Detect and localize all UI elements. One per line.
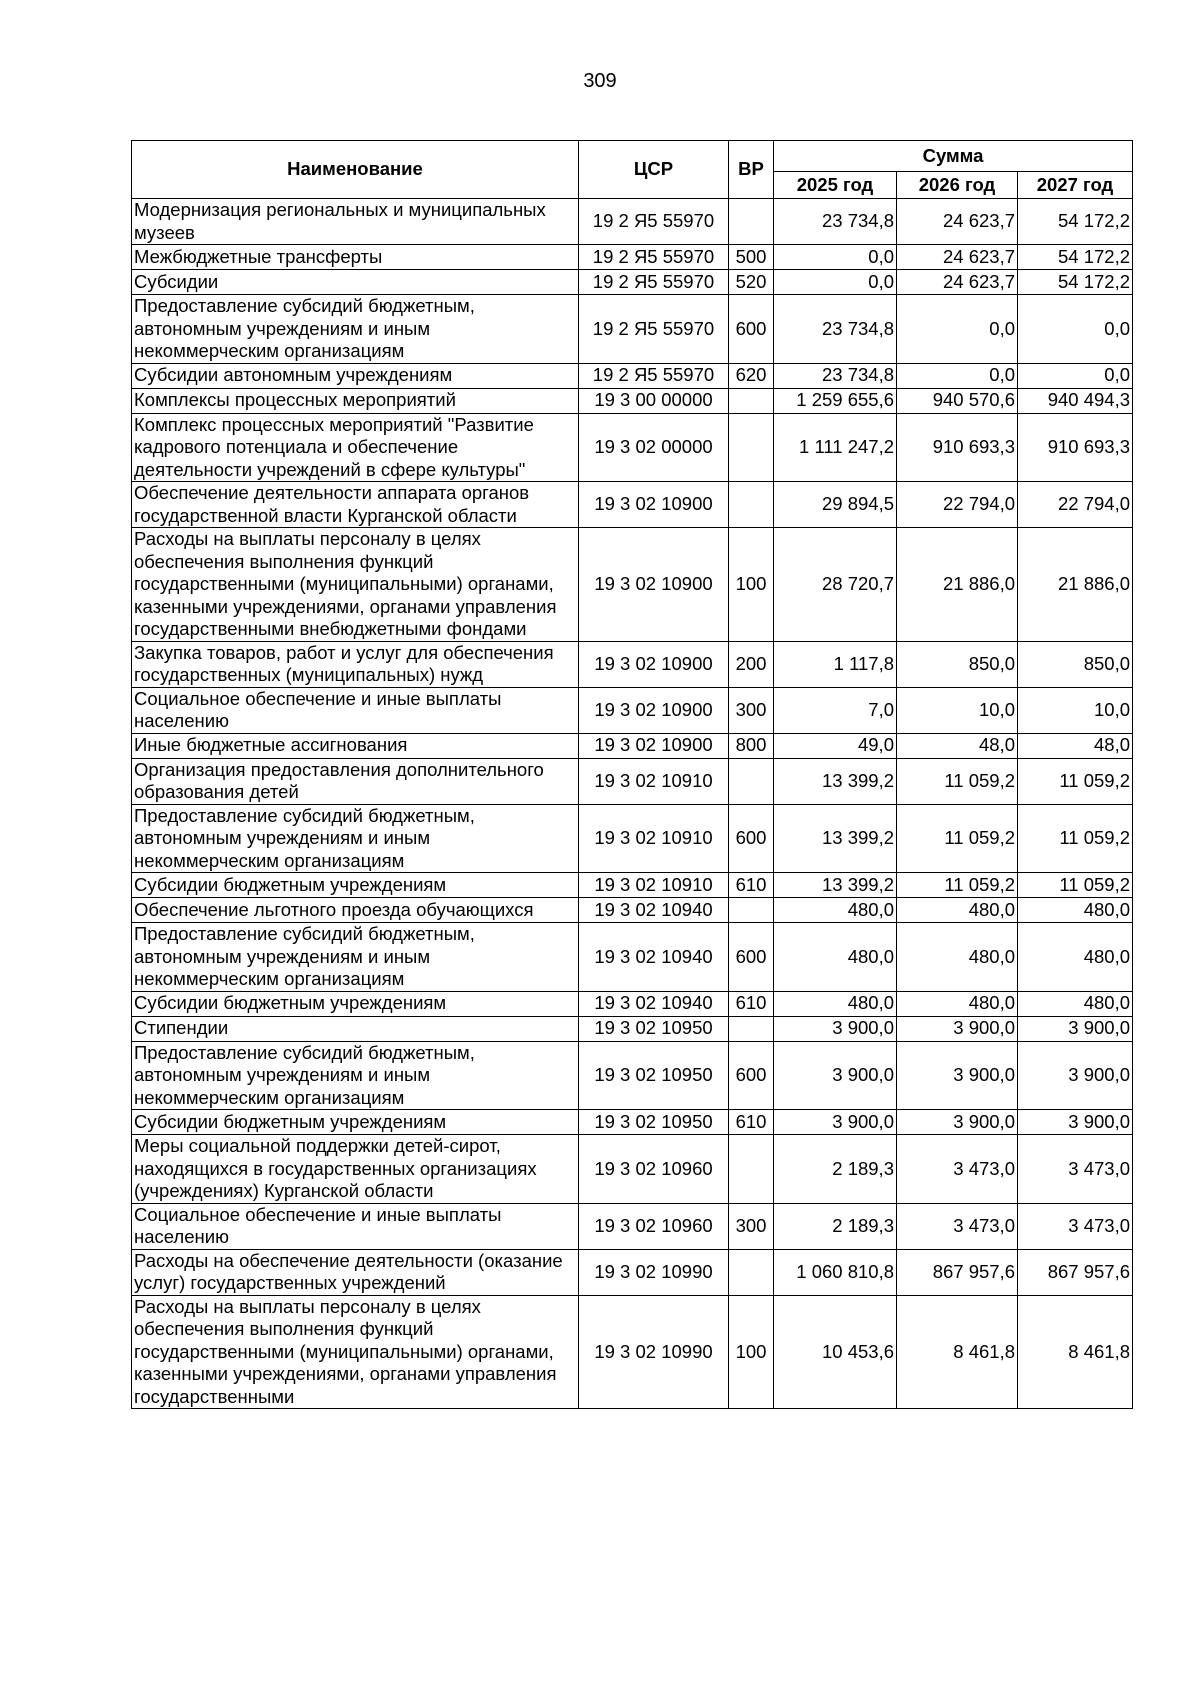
row-amount-2026: 24 623,7 bbox=[897, 245, 1018, 270]
row-csr-code: 19 3 02 10900 bbox=[579, 641, 729, 687]
row-csr-code: 19 3 02 00000 bbox=[579, 413, 729, 482]
row-csr-code: 19 3 02 10910 bbox=[579, 758, 729, 804]
row-name: Расходы на выплаты персоналу в целях обеспечения выполнения функций государственными (муниципальными) органами, казенными учреждениями, органами управления государственными внебюджетными фондами bbox=[132, 528, 579, 642]
row-amount-2025: 29 894,5 bbox=[774, 482, 897, 528]
row-name: Стипендии bbox=[132, 1016, 579, 1041]
row-csr-code: 19 3 02 10900 bbox=[579, 528, 729, 642]
row-amount-2025: 10 453,6 bbox=[774, 1295, 897, 1409]
row-csr-code: 19 3 02 10950 bbox=[579, 1016, 729, 1041]
table-row bbox=[132, 1295, 1133, 1409]
row-vr-code bbox=[729, 199, 774, 245]
row-amount-2027: 0,0 bbox=[1018, 295, 1133, 364]
table-row bbox=[132, 991, 1133, 1016]
row-amount-2027: 10,0 bbox=[1018, 687, 1133, 733]
table-row bbox=[132, 687, 1133, 733]
table-row bbox=[132, 1249, 1133, 1295]
row-amount-2025: 0,0 bbox=[774, 245, 897, 270]
row-csr-code: 19 3 02 10900 bbox=[579, 687, 729, 733]
row-name: Субсидии бюджетным учреждениям bbox=[132, 873, 579, 898]
row-amount-2025: 3 900,0 bbox=[774, 1016, 897, 1041]
row-vr-code bbox=[729, 1135, 774, 1204]
row-amount-2026: 3 473,0 bbox=[897, 1135, 1018, 1204]
row-amount-2025: 1 259 655,6 bbox=[774, 388, 897, 413]
row-amount-2026: 24 623,7 bbox=[897, 270, 1018, 295]
table-row bbox=[132, 1016, 1133, 1041]
row-name: Расходы на выплаты персоналу в целях обеспечения выполнения функций государственными (муниципальными) органами, казенными учреждениями, органами управления государственными bbox=[132, 1295, 579, 1409]
row-amount-2026: 480,0 bbox=[897, 923, 1018, 992]
row-amount-2027: 480,0 bbox=[1018, 991, 1133, 1016]
row-vr-code: 100 bbox=[729, 1295, 774, 1409]
page-number: 309 bbox=[583, 70, 617, 92]
row-amount-2027: 54 172,2 bbox=[1018, 245, 1133, 270]
table-row bbox=[132, 1203, 1133, 1249]
header-vr: ВР bbox=[729, 141, 774, 199]
row-vr-code bbox=[729, 1016, 774, 1041]
table-body bbox=[132, 199, 1133, 1409]
table-row bbox=[132, 758, 1133, 804]
row-amount-2027: 54 172,2 bbox=[1018, 270, 1133, 295]
row-vr-code bbox=[729, 1249, 774, 1295]
row-amount-2027: 3 900,0 bbox=[1018, 1041, 1133, 1110]
row-amount-2027: 3 900,0 bbox=[1018, 1110, 1133, 1135]
row-vr-code: 620 bbox=[729, 363, 774, 388]
row-csr-code: 19 3 02 10900 bbox=[579, 733, 729, 758]
row-amount-2025: 23 734,8 bbox=[774, 295, 897, 364]
row-amount-2025: 3 900,0 bbox=[774, 1110, 897, 1135]
row-csr-code: 19 3 02 10940 bbox=[579, 898, 729, 923]
row-amount-2027: 480,0 bbox=[1018, 898, 1133, 923]
row-amount-2025: 23 734,8 bbox=[774, 363, 897, 388]
table-header bbox=[132, 141, 1133, 199]
row-amount-2026: 3 900,0 bbox=[897, 1110, 1018, 1135]
row-amount-2027: 940 494,3 bbox=[1018, 388, 1133, 413]
row-amount-2025: 23 734,8 bbox=[774, 199, 897, 245]
row-csr-code: 19 3 02 10910 bbox=[579, 804, 729, 873]
row-amount-2027: 8 461,8 bbox=[1018, 1295, 1133, 1409]
row-amount-2026: 867 957,6 bbox=[897, 1249, 1018, 1295]
row-vr-code: 600 bbox=[729, 1041, 774, 1110]
row-csr-code: 19 3 02 10910 bbox=[579, 873, 729, 898]
row-amount-2025: 0,0 bbox=[774, 270, 897, 295]
row-vr-code: 610 bbox=[729, 1110, 774, 1135]
table-row bbox=[132, 1041, 1133, 1110]
row-csr-code: 19 3 02 10960 bbox=[579, 1203, 729, 1249]
row-amount-2026: 8 461,8 bbox=[897, 1295, 1018, 1409]
row-amount-2026: 3 900,0 bbox=[897, 1041, 1018, 1110]
row-amount-2025: 13 399,2 bbox=[774, 804, 897, 873]
row-amount-2026: 3 473,0 bbox=[897, 1203, 1018, 1249]
row-amount-2026: 0,0 bbox=[897, 363, 1018, 388]
row-name: Комплексы процессных мероприятий bbox=[132, 388, 579, 413]
row-amount-2027: 480,0 bbox=[1018, 923, 1133, 992]
row-amount-2027: 11 059,2 bbox=[1018, 758, 1133, 804]
row-vr-code bbox=[729, 482, 774, 528]
row-amount-2027: 54 172,2 bbox=[1018, 199, 1133, 245]
row-vr-code bbox=[729, 758, 774, 804]
row-name: Социальное обеспечение и иные выплаты населению bbox=[132, 687, 579, 733]
row-amount-2027: 22 794,0 bbox=[1018, 482, 1133, 528]
table-row bbox=[132, 1135, 1133, 1204]
row-csr-code: 19 3 02 10990 bbox=[579, 1295, 729, 1409]
row-csr-code: 19 3 02 10940 bbox=[579, 991, 729, 1016]
table-row bbox=[132, 199, 1133, 245]
row-amount-2027: 11 059,2 bbox=[1018, 804, 1133, 873]
row-amount-2027: 910 693,3 bbox=[1018, 413, 1133, 482]
table-row bbox=[132, 923, 1133, 992]
row-amount-2026: 480,0 bbox=[897, 898, 1018, 923]
table-row bbox=[132, 363, 1133, 388]
row-amount-2025: 2 189,3 bbox=[774, 1203, 897, 1249]
row-vr-code: 520 bbox=[729, 270, 774, 295]
row-amount-2026: 21 886,0 bbox=[897, 528, 1018, 642]
row-amount-2026: 480,0 bbox=[897, 991, 1018, 1016]
header-csr: ЦСР bbox=[579, 141, 729, 199]
table-row bbox=[132, 733, 1133, 758]
table-row bbox=[132, 641, 1133, 687]
row-amount-2027: 48,0 bbox=[1018, 733, 1133, 758]
header-year-2025: 2025 год bbox=[774, 172, 897, 199]
row-amount-2027: 11 059,2 bbox=[1018, 873, 1133, 898]
row-csr-code: 19 3 02 10990 bbox=[579, 1249, 729, 1295]
row-vr-code: 200 bbox=[729, 641, 774, 687]
row-vr-code: 610 bbox=[729, 991, 774, 1016]
row-amount-2026: 11 059,2 bbox=[897, 804, 1018, 873]
row-amount-2025: 1 060 810,8 bbox=[774, 1249, 897, 1295]
row-name: Межбюджетные трансферты bbox=[132, 245, 579, 270]
row-name: Меры социальной поддержки детей-сирот, находящихся в государственных организациях (учреждениях) Курганской области bbox=[132, 1135, 579, 1204]
row-amount-2026: 850,0 bbox=[897, 641, 1018, 687]
row-amount-2026: 24 623,7 bbox=[897, 199, 1018, 245]
budget-table bbox=[131, 140, 1133, 1409]
row-amount-2027: 0,0 bbox=[1018, 363, 1133, 388]
table-row bbox=[132, 528, 1133, 642]
row-csr-code: 19 3 02 10950 bbox=[579, 1041, 729, 1110]
row-csr-code: 19 2 Я5 55970 bbox=[579, 245, 729, 270]
row-amount-2025: 7,0 bbox=[774, 687, 897, 733]
header-name: Наименование bbox=[132, 141, 579, 199]
row-amount-2025: 49,0 bbox=[774, 733, 897, 758]
row-csr-code: 19 2 Я5 55970 bbox=[579, 295, 729, 364]
row-name: Социальное обеспечение и иные выплаты населению bbox=[132, 1203, 579, 1249]
row-name: Субсидии бюджетным учреждениям bbox=[132, 991, 579, 1016]
header-sum: Сумма bbox=[774, 141, 1133, 172]
row-vr-code bbox=[729, 388, 774, 413]
row-vr-code: 600 bbox=[729, 295, 774, 364]
row-name: Предоставление субсидий бюджетным, автономным учреждениям и иным некоммерческим организациям bbox=[132, 295, 579, 364]
row-name: Предоставление субсидий бюджетным, автономным учреждениям и иным некоммерческим организациям bbox=[132, 804, 579, 873]
row-csr-code: 19 2 Я5 55970 bbox=[579, 363, 729, 388]
row-amount-2027: 3 473,0 bbox=[1018, 1203, 1133, 1249]
row-vr-code: 600 bbox=[729, 923, 774, 992]
row-vr-code: 600 bbox=[729, 804, 774, 873]
row-name: Субсидии автономным учреждениям bbox=[132, 363, 579, 388]
row-amount-2025: 480,0 bbox=[774, 991, 897, 1016]
row-amount-2026: 10,0 bbox=[897, 687, 1018, 733]
table-row bbox=[132, 295, 1133, 364]
row-name: Комплекс процессных мероприятий "Развитие кадрового потенциала и обеспечение деятельности учреждений в сфере культуры" bbox=[132, 413, 579, 482]
row-amount-2026: 11 059,2 bbox=[897, 758, 1018, 804]
row-amount-2025: 1 111 247,2 bbox=[774, 413, 897, 482]
table-row bbox=[132, 482, 1133, 528]
row-name: Предоставление субсидий бюджетным, автономным учреждениям и иным некоммерческим организациям bbox=[132, 1041, 579, 1110]
row-csr-code: 19 3 02 10950 bbox=[579, 1110, 729, 1135]
row-name: Закупка товаров, работ и услуг для обеспечения государственных (муниципальных) нужд bbox=[132, 641, 579, 687]
row-vr-code: 100 bbox=[729, 528, 774, 642]
row-amount-2025: 1 117,8 bbox=[774, 641, 897, 687]
row-name: Обеспечение льготного проезда обучающихся bbox=[132, 898, 579, 923]
row-csr-code: 19 3 00 00000 bbox=[579, 388, 729, 413]
row-amount-2027: 3 900,0 bbox=[1018, 1016, 1133, 1041]
row-name: Расходы на обеспечение деятельности (оказание услуг) государственных учреждений bbox=[132, 1249, 579, 1295]
row-amount-2027: 867 957,6 bbox=[1018, 1249, 1133, 1295]
row-amount-2026: 48,0 bbox=[897, 733, 1018, 758]
row-csr-code: 19 3 02 10900 bbox=[579, 482, 729, 528]
row-name: Субсидии bbox=[132, 270, 579, 295]
row-csr-code: 19 2 Я5 55970 bbox=[579, 270, 729, 295]
row-amount-2027: 21 886,0 bbox=[1018, 528, 1133, 642]
row-amount-2025: 28 720,7 bbox=[774, 528, 897, 642]
row-amount-2025: 13 399,2 bbox=[774, 873, 897, 898]
row-vr-code: 300 bbox=[729, 1203, 774, 1249]
row-vr-code bbox=[729, 898, 774, 923]
table-row bbox=[132, 898, 1133, 923]
table-row bbox=[132, 245, 1133, 270]
row-csr-code: 19 2 Я5 55970 bbox=[579, 199, 729, 245]
header-year-2026: 2026 год bbox=[897, 172, 1018, 199]
row-vr-code: 500 bbox=[729, 245, 774, 270]
row-amount-2026: 3 900,0 bbox=[897, 1016, 1018, 1041]
row-amount-2025: 2 189,3 bbox=[774, 1135, 897, 1204]
table-row bbox=[132, 804, 1133, 873]
row-name: Обеспечение деятельности аппарата органов государственной власти Курганской области bbox=[132, 482, 579, 528]
row-amount-2027: 850,0 bbox=[1018, 641, 1133, 687]
row-amount-2025: 480,0 bbox=[774, 898, 897, 923]
table-row bbox=[132, 873, 1133, 898]
row-amount-2027: 3 473,0 bbox=[1018, 1135, 1133, 1204]
row-vr-code bbox=[729, 413, 774, 482]
row-amount-2025: 480,0 bbox=[774, 923, 897, 992]
row-vr-code: 300 bbox=[729, 687, 774, 733]
table-row bbox=[132, 1110, 1133, 1135]
row-amount-2026: 11 059,2 bbox=[897, 873, 1018, 898]
row-amount-2026: 22 794,0 bbox=[897, 482, 1018, 528]
table-row bbox=[132, 270, 1133, 295]
table-row bbox=[132, 388, 1133, 413]
row-csr-code: 19 3 02 10960 bbox=[579, 1135, 729, 1204]
row-name: Субсидии бюджетным учреждениям bbox=[132, 1110, 579, 1135]
table-row bbox=[132, 413, 1133, 482]
header-year-2027: 2027 год bbox=[1018, 172, 1133, 199]
row-vr-code: 610 bbox=[729, 873, 774, 898]
row-name: Иные бюджетные ассигнования bbox=[132, 733, 579, 758]
row-csr-code: 19 3 02 10940 bbox=[579, 923, 729, 992]
row-amount-2025: 3 900,0 bbox=[774, 1041, 897, 1110]
row-name: Предоставление субсидий бюджетным, автономным учреждениям и иным некоммерческим организациям bbox=[132, 923, 579, 992]
row-amount-2026: 910 693,3 bbox=[897, 413, 1018, 482]
row-name: Организация предоставления дополнительного образования детей bbox=[132, 758, 579, 804]
row-amount-2026: 0,0 bbox=[897, 295, 1018, 364]
row-amount-2025: 13 399,2 bbox=[774, 758, 897, 804]
row-amount-2026: 940 570,6 bbox=[897, 388, 1018, 413]
row-vr-code: 800 bbox=[729, 733, 774, 758]
row-name: Модернизация региональных и муниципальных музеев bbox=[132, 199, 579, 245]
